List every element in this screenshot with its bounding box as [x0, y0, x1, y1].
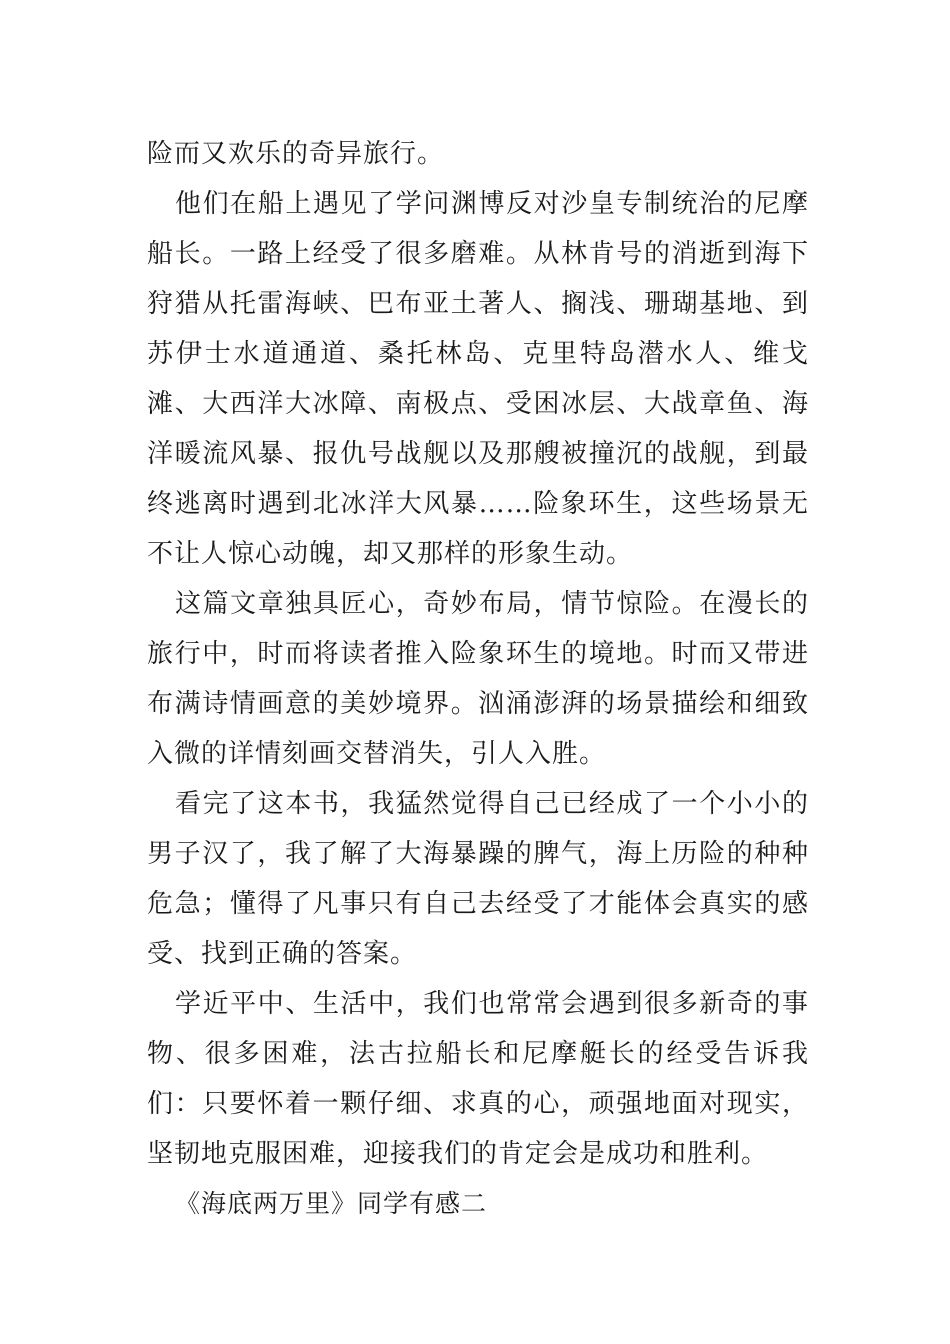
paragraph-continuation: 险而又欢乐的奇异旅行。 [147, 139, 445, 169]
paragraph-voyage: 他们在船上遇见了学问渊博反对沙皇专制统治的尼摩船长。一路上经受了很多磨难。从林肯号的消逝到海下狩猎从托雷海峡、巴布亚土著人、搁浅、珊瑚基地、到苏伊士水道通道、桑托林岛、克里特岛潜水人、维戈滩、大西洋大冰障、南极点、受困冰层、大战章鱼、海洋暖流风暴、报仇号战舰以及那艘被撞沉的战舰，到最终逃离时遇到北冰洋大风暴……险象环生，这些场景无不让人惊心动魄，却又那样的形象生动。 [147, 189, 809, 569]
paragraph-lesson: 学近平中、生活中，我们也常常会遇到很多新奇的事物、很多困难，法古拉船长和尼摩艇长的经受告诉我们：只要怀着一颗仔细、求真的心，顽强地面对现实，坚韧地克服困难，迎接我们的肯定会是成功和胜利。 [147, 989, 809, 1169]
section-heading: 《海底两万里》同学有感二 [175, 1189, 488, 1218]
paragraph-reflection: 看完了这本书，我猛然觉得自己已经成了一个小小的男子汉了，我了解了大海暴躁的脾气，海上历险的种种危急；懂得了凡事只有自己去经受了才能体会真实的感受、找到正确的答案。 [147, 789, 809, 969]
paragraph-structure: 这篇文章独具匠心，奇妙布局，情节惊险。在漫长的旅行中，时而将读者推入险象环生的境地。时而又带进布满诗情画意的美妙境界。汹涌澎湃的场景描绘和细致入微的详情刻画交替消失，引人入胜。 [147, 589, 809, 769]
document-body [147, 129, 809, 1229]
